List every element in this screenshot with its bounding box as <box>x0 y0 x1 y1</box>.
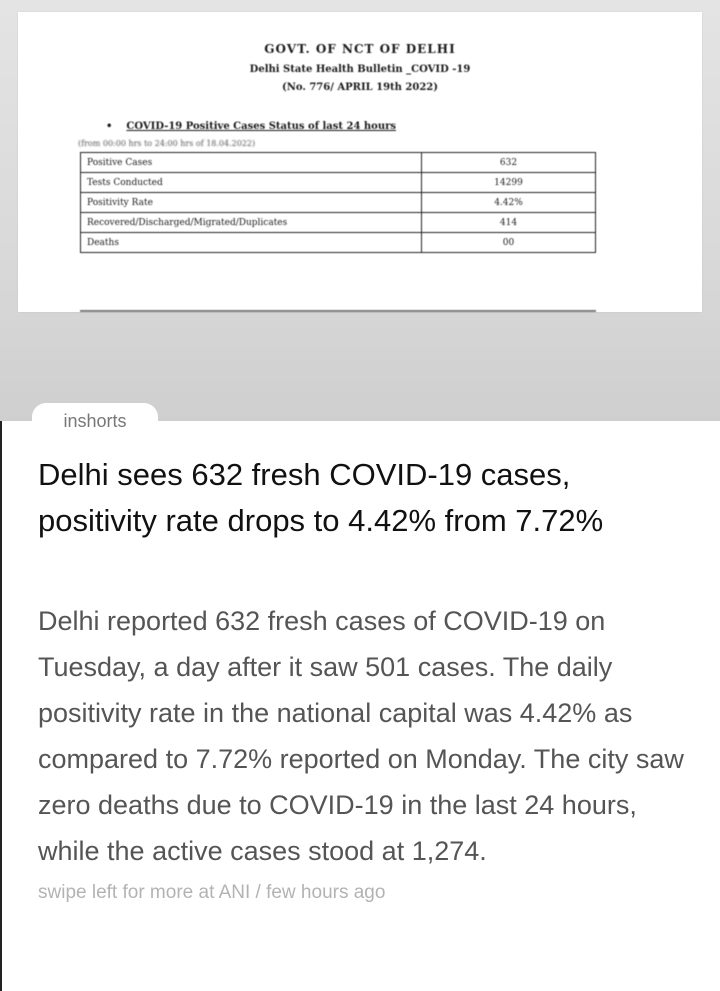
news-image[interactable] <box>0 0 720 421</box>
stat-value: 14299 <box>422 173 596 193</box>
bulletin-subtitle: Delhi State Health Bulletin _COVID -19 <box>249 64 471 75</box>
swipe-footer-link[interactable]: swipe left for more at ANI / few hours ago <box>38 882 386 903</box>
source-tag-inshorts: inshorts <box>32 403 158 439</box>
headline: Delhi sees 632 fresh COVID-19 cases, positivity rate drops to 4.42% from 7.72% <box>38 457 604 538</box>
table-row <box>81 173 596 193</box>
table-row <box>81 153 596 173</box>
stat-value: 00 <box>422 233 596 253</box>
stat-label: Recovered/Discharged/Migrated/Duplicates <box>81 213 422 233</box>
card-edge <box>0 421 2 991</box>
table-row <box>81 233 596 253</box>
bulletin-government-title: GOVT. OF NCT OF DELHI <box>264 42 456 56</box>
stat-label: Tests Conducted <box>81 173 422 193</box>
bulletin-number-date: (No. 776/ APRIL 19th 2022) <box>282 82 438 93</box>
bulletin-section-heading <box>106 121 396 132</box>
stat-label: Positivity Rate <box>81 193 422 213</box>
stat-value: 414 <box>422 213 596 233</box>
table-row <box>81 213 596 233</box>
bulletin-time-range: (from 00:00 hrs to 24:00 hrs of 18.04.2022) <box>78 139 256 148</box>
stat-value: 4.42% <box>422 193 596 213</box>
stat-value: 632 <box>422 153 596 173</box>
health-bulletin-document <box>18 12 702 312</box>
table-row <box>81 193 596 213</box>
stat-label: Deaths <box>81 233 422 253</box>
article-body: Delhi reported 632 fresh cases of COVID-19 on Tuesday, a day after it saw 501 cases. The daily positivity rate in the national capital was 4.42% as compared to 7.72% reported on Monday. The city saw zero deaths due to COVID-19 in the last 24 hours, while the active cases stood at 1,274. <box>38 606 684 866</box>
bullet-icon: • <box>106 121 113 132</box>
bulletin-stats-table <box>80 152 596 253</box>
stat-label: Positive Cases <box>81 153 422 173</box>
bulletin-section-label: COVID-19 Positive Cases Status of last 24 hours <box>126 121 396 132</box>
document-divider <box>80 310 596 312</box>
